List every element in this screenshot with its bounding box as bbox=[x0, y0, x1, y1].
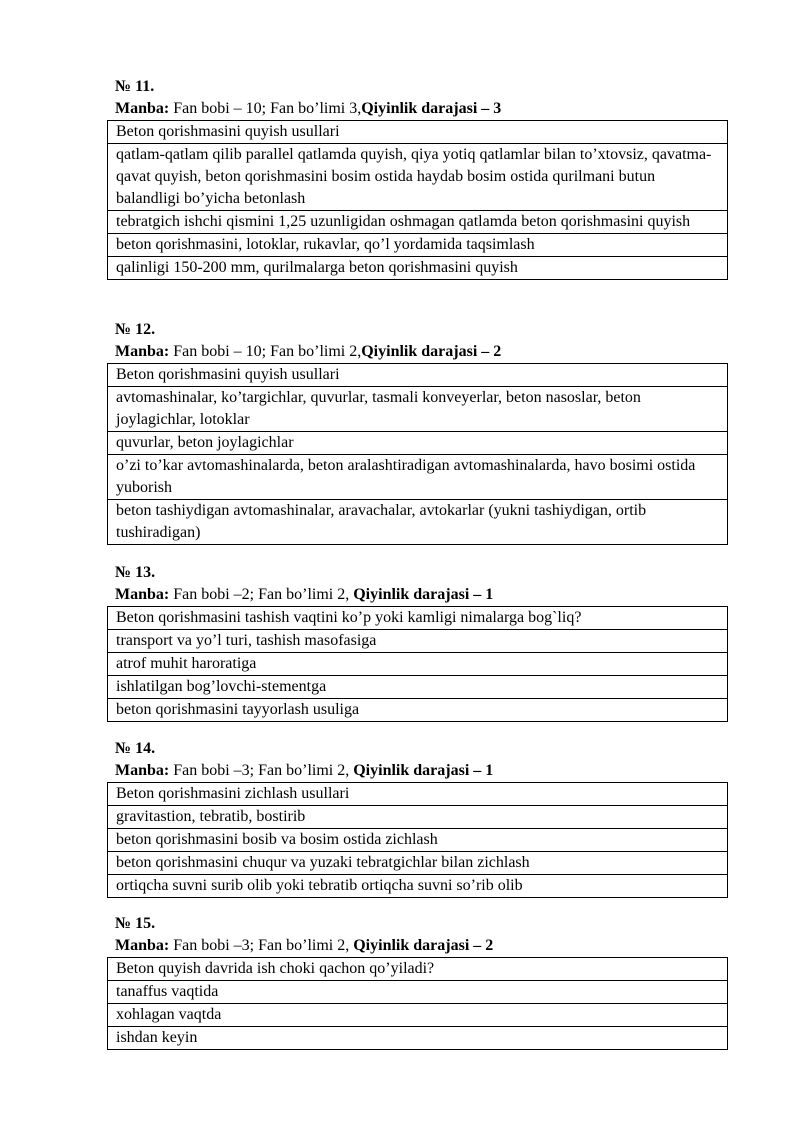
difficulty-label: Qiyinlik darajasi – 1 bbox=[353, 762, 494, 779]
question-number: № 12. bbox=[115, 321, 156, 338]
answer-cell: tanaffus vaqtida bbox=[108, 981, 728, 1004]
table-row bbox=[108, 653, 728, 676]
source-text: Fan bobi – 10; Fan bo’limi 3, bbox=[169, 100, 362, 117]
answer-cell: beton qorishmasini bosib va bosim ostida zichlash bbox=[108, 829, 728, 852]
source-label: Manba: bbox=[115, 762, 170, 779]
table-row bbox=[108, 630, 728, 653]
answer-cell: ishlatilgan bog’lovchi-stementga bbox=[108, 676, 728, 699]
difficulty-label: Qiyinlik darajasi – 3 bbox=[361, 100, 502, 117]
answer-cell: xohlagan vaqtda bbox=[108, 1004, 728, 1027]
answer-cell: beton qorishmasini tayyorlash usuliga bbox=[108, 699, 728, 722]
table-row bbox=[108, 607, 728, 630]
table-row bbox=[108, 829, 728, 852]
question-14 bbox=[115, 738, 735, 898]
table-row bbox=[108, 387, 728, 432]
question-text-cell: Beton qorishmasini zichlash usullari bbox=[108, 783, 728, 806]
source-text: Fan bobi –3; Fan bo’limi 2, bbox=[169, 937, 354, 954]
answer-cell: beton qorishmasini, lotoklar, rukavlar, qo’l yordamida taqsimlash bbox=[108, 234, 728, 257]
table-row bbox=[108, 699, 728, 722]
question-text-cell: Beton qorishmasini tashish vaqtini ko’p yoki kamligi nimalarga bog`liq? bbox=[108, 607, 728, 630]
table-row bbox=[108, 958, 728, 981]
table-row bbox=[108, 432, 728, 455]
difficulty-label: Qiyinlik darajasi – 1 bbox=[353, 586, 494, 603]
answer-table bbox=[107, 120, 728, 280]
answer-cell: beton tashiydigan avtomashinalar, aravachalar, avtokarlar (yukni tashiydigan, ortib tushiradigan) bbox=[108, 500, 728, 545]
table-row bbox=[108, 500, 728, 545]
table-row bbox=[108, 144, 728, 211]
question-12 bbox=[115, 319, 735, 545]
table-row bbox=[108, 257, 728, 280]
question-11 bbox=[115, 76, 735, 280]
table-row bbox=[108, 455, 728, 500]
question-source-line bbox=[115, 760, 735, 782]
answer-cell: ortiqcha suvni surib olib yoki tebratib ortiqcha suvni so’rib olib bbox=[108, 875, 728, 898]
question-text-cell: Beton qorishmasini quyish usullari bbox=[108, 364, 728, 387]
question-text-cell: Beton qorishmasini quyish usullari bbox=[108, 121, 728, 144]
answer-cell: atrof muhit haroratiga bbox=[108, 653, 728, 676]
table-row bbox=[108, 783, 728, 806]
question-number: № 13. bbox=[115, 564, 156, 581]
question-number: № 15. bbox=[115, 915, 156, 932]
answer-cell: gravitastion, tebratib, bostirib bbox=[108, 806, 728, 829]
table-row bbox=[108, 211, 728, 234]
table-row bbox=[108, 364, 728, 387]
source-text: Fan bobi – 10; Fan bo’limi 2, bbox=[169, 343, 362, 360]
difficulty-label: Qiyinlik darajasi – 2 bbox=[353, 937, 494, 954]
source-text: Fan bobi –2; Fan bo’limi 2, bbox=[169, 586, 354, 603]
answer-cell: avtomashinalar, ko’targichlar, quvurlar, tasmali konveyerlar, beton nasoslar, beton joylagichlar, lotoklar bbox=[108, 387, 728, 432]
source-text: Fan bobi –3; Fan bo’limi 2, bbox=[169, 762, 354, 779]
answer-table bbox=[107, 363, 728, 545]
question-number: № 11. bbox=[115, 78, 155, 95]
table-row bbox=[108, 121, 728, 144]
table-row bbox=[108, 875, 728, 898]
question-15 bbox=[115, 913, 735, 1050]
answer-cell: tebratgich ishchi qismini 1,25 uzunligidan oshmagan qatlamda beton qorishmasini quyish bbox=[108, 211, 728, 234]
question-source-line bbox=[115, 584, 735, 606]
source-label: Manba: bbox=[115, 937, 170, 954]
answer-cell: o’zi to’kar avtomashinalarda, beton aralashtiradigan avtomashinalarda, havo bosimi ostida yuborish bbox=[108, 455, 728, 500]
answer-cell: quvurlar, beton joylagichlar bbox=[108, 432, 728, 455]
question-source-line bbox=[115, 935, 735, 957]
question-source-line bbox=[115, 98, 735, 120]
question-source-line bbox=[115, 341, 735, 363]
table-row bbox=[108, 852, 728, 875]
difficulty-label: Qiyinlik darajasi – 2 bbox=[361, 343, 502, 360]
table-row bbox=[108, 1004, 728, 1027]
answer-cell: beton qorishmasini chuqur va yuzaki tebratgichlar bilan zichlash bbox=[108, 852, 728, 875]
table-row bbox=[108, 806, 728, 829]
table-row bbox=[108, 234, 728, 257]
answer-table bbox=[107, 957, 728, 1050]
answer-table bbox=[107, 782, 728, 898]
source-label: Manba: bbox=[115, 586, 170, 603]
question-text-cell: Beton quyish davrida ish choki qachon qo’yiladi? bbox=[108, 958, 728, 981]
answer-cell: qatlam-qatlam qilib parallel qatlamda quyish, qiya yotiq qatlamlar bilan to’xtovsiz, qavatma-qavat quyish, beton qorishmasini bosim ostida haydab bosim ostida qurilmani butun balandligi bo’yicha betonlash bbox=[108, 144, 728, 211]
answer-table bbox=[107, 606, 728, 722]
table-row bbox=[108, 676, 728, 699]
table-row bbox=[108, 1027, 728, 1050]
answer-cell: ishdan keyin bbox=[108, 1027, 728, 1050]
table-row bbox=[108, 981, 728, 1004]
answer-cell: qalinligi 150-200 mm, qurilmalarga beton qorishmasini quyish bbox=[108, 257, 728, 280]
question-number: № 14. bbox=[115, 740, 156, 757]
source-label: Manba: bbox=[115, 343, 170, 360]
source-label: Manba: bbox=[115, 100, 170, 117]
answer-cell: transport va yo’l turi, tashish masofasiga bbox=[108, 630, 728, 653]
question-13 bbox=[115, 562, 735, 722]
